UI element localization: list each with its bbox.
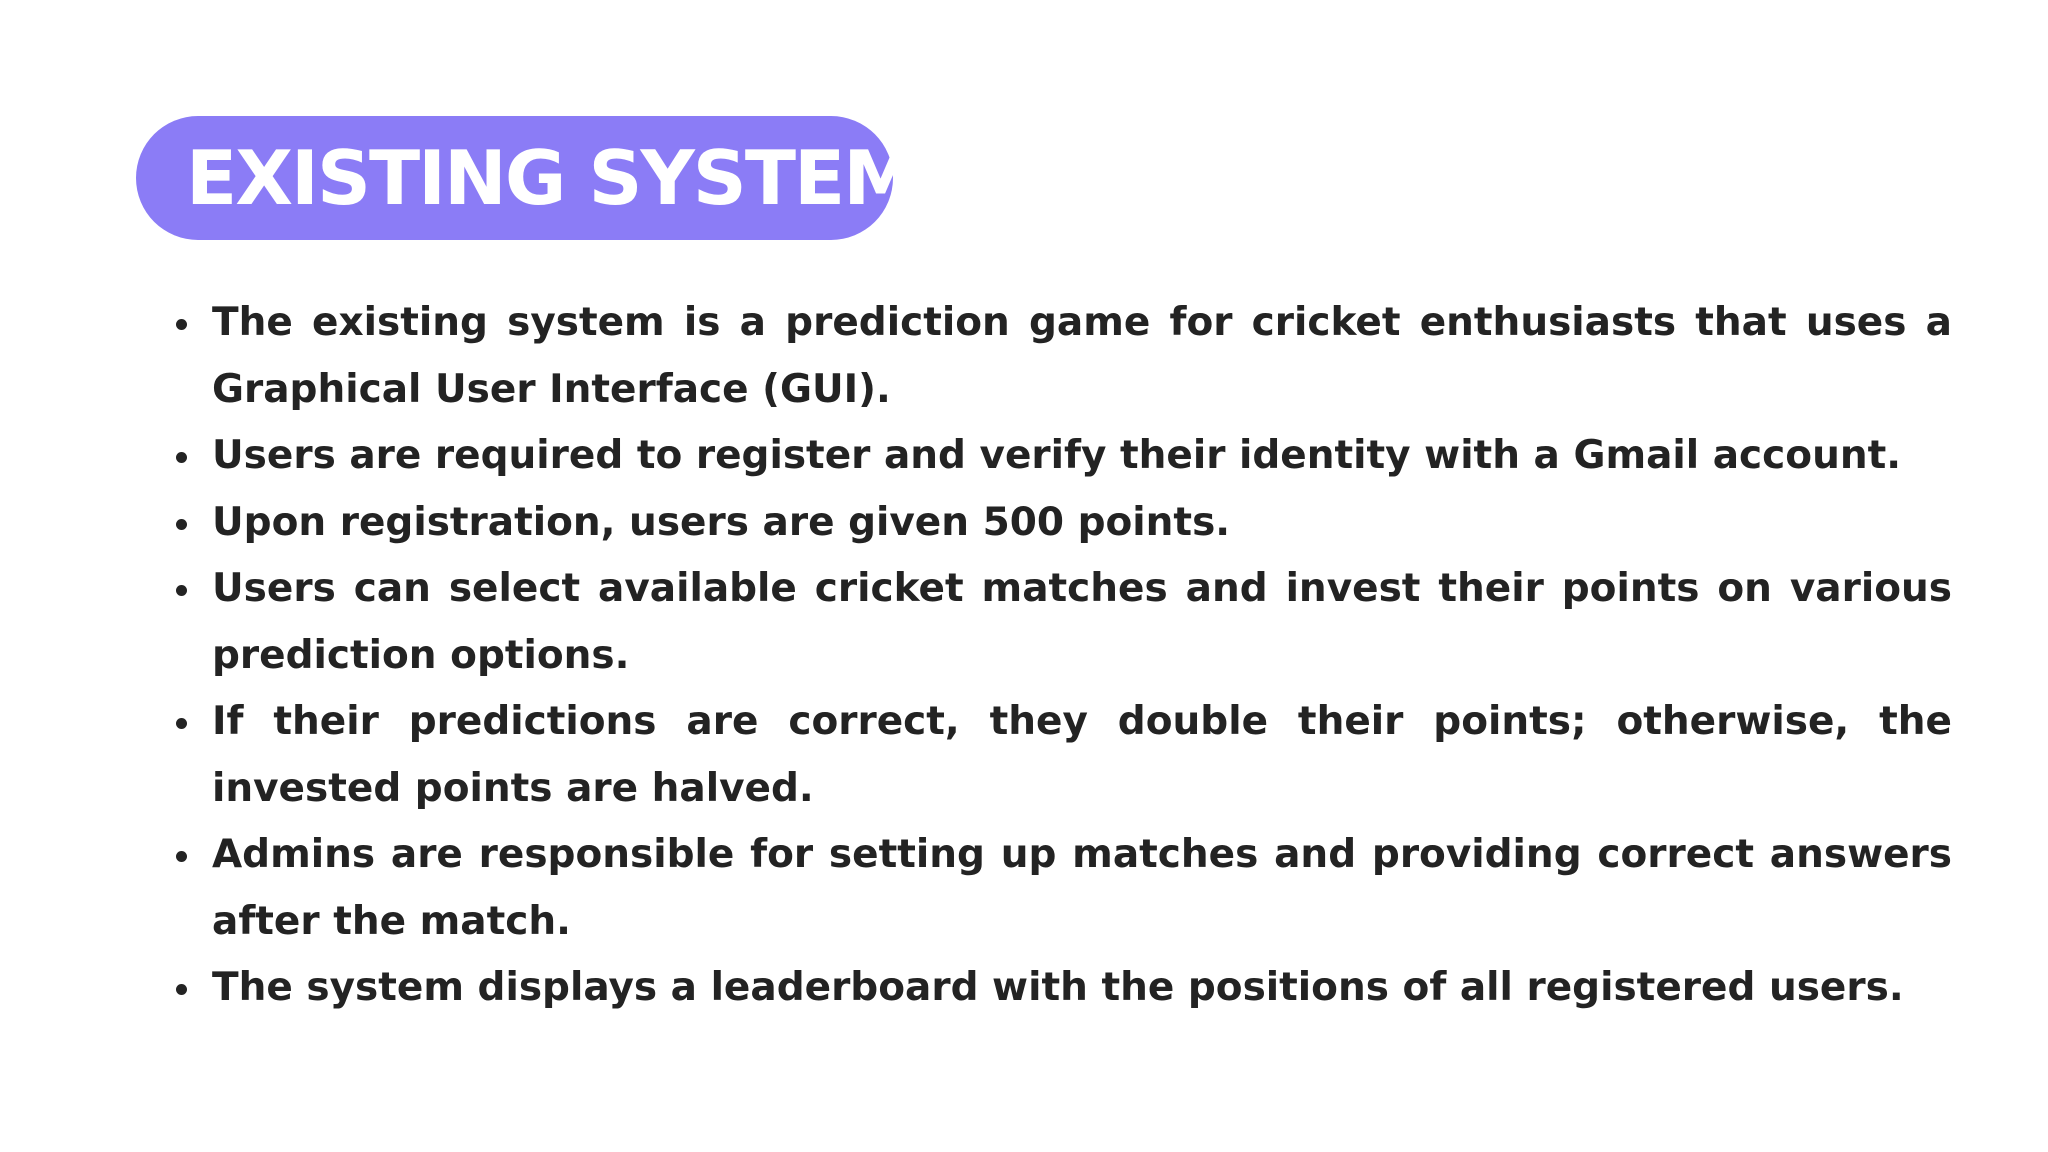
bullet-text: If their predictions are correct, they double their points; otherwise, the invested points are halved. [212,699,1952,811]
bullet-dot-icon [176,319,187,330]
bullet-item [166,955,1952,1022]
bullet-dot-icon [176,851,187,862]
slide-title: EXISTING SYSTEM [186,133,916,222]
bullet-text: The existing system is a prediction game for cricket enthusiasts that uses a Graphical User Interface (GUI). [212,300,1952,412]
bullet-dot-icon [176,452,187,463]
bullet-item [166,423,1952,490]
bullet-dot-icon [176,984,187,995]
bullet-text: The system displays a leaderboard with the positions of all registered users. [212,965,1904,1010]
bullet-list [166,290,1952,1022]
bullet-dot-icon [176,585,187,596]
bullet-dot-icon [176,718,187,729]
bullet-item [166,556,1952,689]
bullet-text: Admins are responsible for setting up matches and providing correct answers after the match. [212,832,1952,944]
bullet-text: Users can select available cricket matches and invest their points on various prediction options. [212,566,1952,678]
title-pill [136,116,916,240]
bullet-item [166,290,1952,423]
bullet-text: Users are required to register and verify their identity with a Gmail account. [212,433,1902,478]
bullet-dot-icon [176,519,187,530]
bullet-item [166,689,1952,822]
bullet-text: Upon registration, users are given 500 points. [212,499,1231,545]
bullet-item [166,822,1952,955]
bullet-item [166,490,1952,557]
